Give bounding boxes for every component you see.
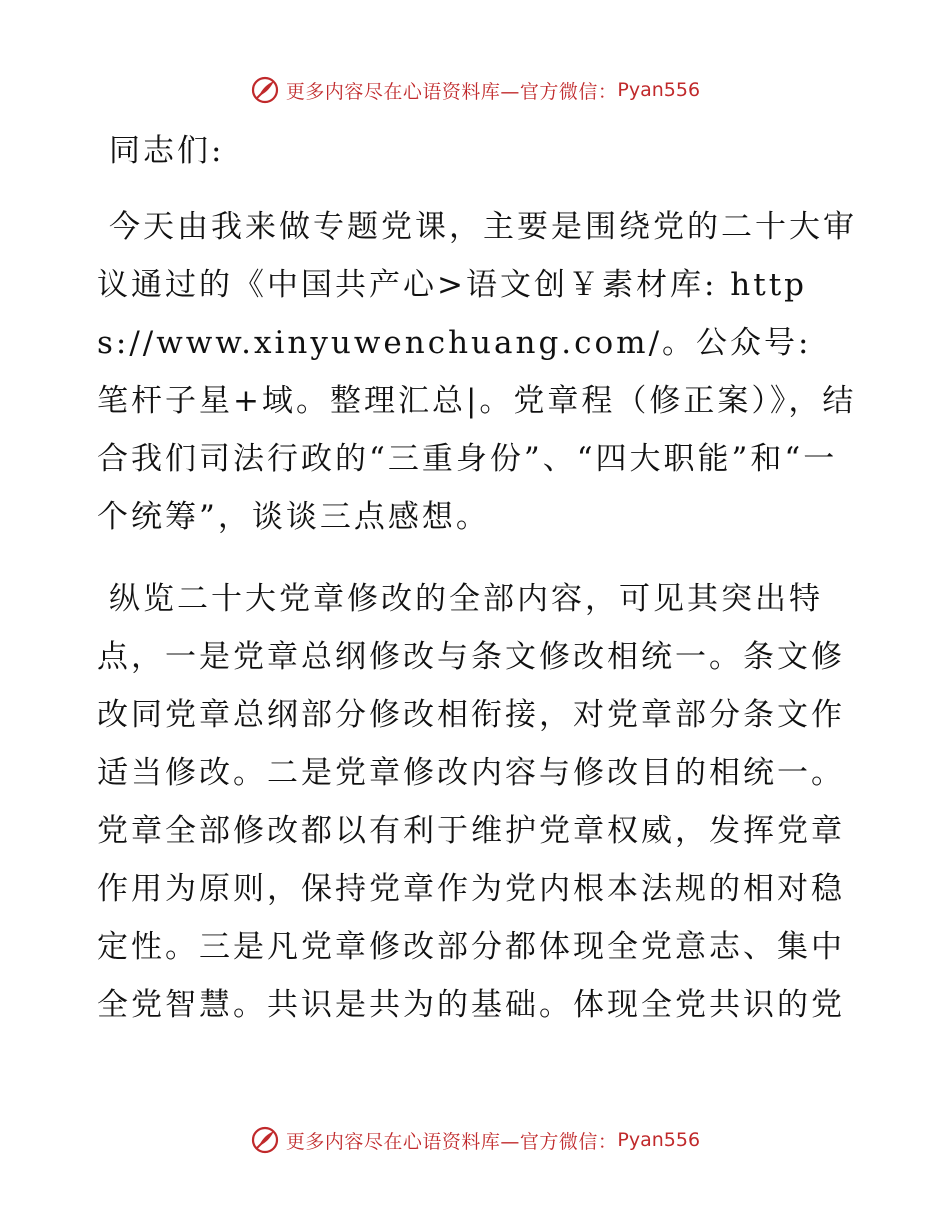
paragraph-overview: 纵览二十大党章修改的全部内容，可见其突出特点，一是党章总纲修改与条文修改相统一。条文修改同党章总纲部分修改相衔接，对党章部分条文作适当修改。二是党章修改内容与修改目的相统一。党章全部修改都以有利于维护党章权威，发挥党章作用为原则，保持党章作为党内根本法规的相对稳定性。三是凡党章修改部分都体现全党意志、集中全党智慧。共识是共为的基础。体现全党共识的党 [97,581,845,1023]
banner-wechat-id: Pyan556 [617,1129,701,1151]
paragraph-intro: 今天由我来做专题党课，主要是围绕党的二十大审议通过的《中国共产心>语文创￥素材库: https://www.xinyuwenchuang.com/。公众号: 笔杆子星+域。整理汇总|。党章程（修正案）》，结合我们司法行政的“三重身份”、“四大职能”和“一个统筹”，谈谈三点感想。 [97,209,857,535]
footer-banner [0,1120,950,1160]
feather-pen-logo-icon [250,1125,280,1155]
greeting: 同志们: [109,133,225,169]
document-body [97,122,857,1034]
feather-pen-logo-icon [250,75,280,105]
banner-slogan: 更多内容尽在心语资料库—官方微信： [285,80,618,103]
banner-slogan: 更多内容尽在心语资料库—官方微信： [285,1130,618,1153]
header-banner [0,70,950,110]
banner-wechat-id: Pyan556 [617,79,701,101]
